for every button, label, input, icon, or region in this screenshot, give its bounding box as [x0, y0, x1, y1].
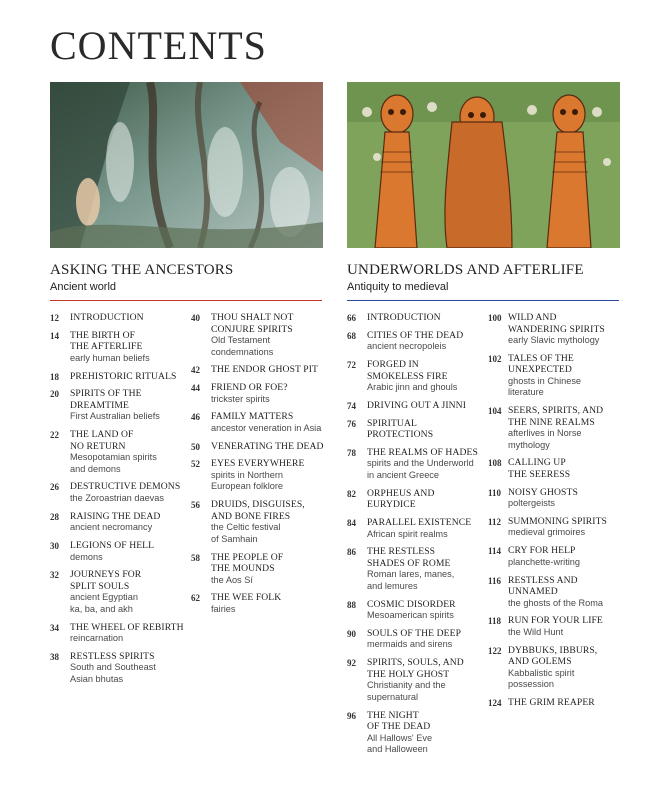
entry-title: THOU SHALT NOT CONJURE SPIRITS: [211, 312, 294, 335]
toc-entry-body: [367, 400, 482, 412]
entry-description: the ghosts of the Roma: [508, 597, 603, 608]
toc-entry-body: [70, 540, 185, 563]
entry-description: the Wild Hunt: [508, 626, 564, 637]
toc-entry[interactable]: [191, 552, 326, 587]
page-number: 46: [191, 412, 200, 423]
toc-entry-body: [367, 628, 482, 651]
toc-entry[interactable]: [347, 447, 482, 482]
toc-entry-body: [70, 312, 185, 324]
entry-title: SEERS, SPIRITS, AND THE NINE REALMS: [508, 405, 604, 428]
toc-entry-body: [367, 657, 482, 703]
page-number: 56: [191, 500, 200, 511]
page-number: 84: [347, 518, 356, 529]
entry-description: early human beliefs: [70, 352, 150, 363]
ancestors-illustration: [50, 82, 323, 248]
entry-title: DYBBUKS, IBBURS, AND GOLEMS: [508, 644, 598, 668]
toc-entry-body: [70, 511, 185, 534]
toc-entry[interactable]: [347, 657, 482, 703]
entry-description: Mesopotamian spirits and demons: [70, 452, 157, 474]
page-number: 44: [191, 383, 200, 394]
section-subtitle-ancestors: Ancient world: [50, 281, 117, 293]
entry-description: South and Southeast Asian bhutas: [70, 662, 156, 684]
entry-title: DRIVING OUT A JINNI: [367, 399, 466, 411]
entry-title: THE ENDOR GHOST PIT: [211, 364, 318, 376]
entry-title: LEGIONS OF HELL: [70, 540, 155, 552]
toc-entry[interactable]: [191, 458, 326, 493]
page-number: 40: [191, 313, 200, 323]
entry-description: Roman lares, manes, and lemures: [367, 569, 455, 591]
page-number: 26: [50, 482, 59, 493]
toc-entry[interactable]: [347, 488, 482, 511]
toc-entry-body: [70, 330, 185, 365]
entry-description: First Australian beliefs: [70, 411, 160, 422]
page-number: 42: [191, 365, 200, 376]
toc-entry[interactable]: [50, 481, 185, 504]
page-number: 104: [488, 406, 502, 417]
entry-description: African spirit realms: [367, 528, 448, 539]
toc-entry[interactable]: [191, 312, 326, 358]
entry-title: PARALLEL EXISTENCE: [367, 517, 472, 529]
section-title-underworlds: UNDERWORLDS AND AFTERLIFE: [347, 262, 584, 278]
page-number: 32: [50, 570, 59, 581]
toc-entry-body: [508, 615, 623, 638]
entry-description: trickster spirits: [211, 393, 270, 404]
toc-entry-body: [367, 447, 482, 482]
entry-title: TALES OF THE UNEXPECTED: [508, 352, 574, 376]
page-number: 30: [50, 541, 59, 552]
entry-title: SPIRITUAL PROTECTIONS: [367, 417, 434, 441]
page-number: 100: [488, 313, 502, 323]
toc-entry-body: [70, 481, 185, 504]
entry-title: WILD AND WANDERING SPIRITS: [508, 312, 605, 335]
page-number: 34: [50, 622, 59, 633]
toc-entry-body: [367, 418, 482, 441]
entry-title: FRIEND OR FOE?: [211, 382, 288, 394]
entry-description: planchette-writing: [508, 556, 581, 567]
toc-entry[interactable]: [488, 457, 623, 480]
entry-title: NOISY GHOSTS: [508, 486, 578, 498]
toc-entry[interactable]: [191, 499, 326, 545]
toc-entry-body: [70, 651, 185, 686]
entry-title: THE NIGHT OF THE DEAD: [367, 709, 431, 733]
entry-description: Mesoamerican spirits: [367, 610, 454, 621]
toc-entry-body: [508, 487, 623, 510]
page-number: 58: [191, 552, 200, 563]
toc-entry-body: [70, 429, 185, 475]
page-number: 50: [191, 441, 200, 452]
toc-entry-body: [508, 312, 623, 347]
page-number: 96: [347, 710, 356, 721]
entry-description: ghosts in Chinese literature: [508, 375, 582, 398]
page-number: 62: [191, 593, 200, 604]
toc-entry-body: [211, 441, 326, 453]
toc-entry-body: [211, 499, 326, 545]
entry-title: VENERATING THE DEAD: [211, 440, 324, 452]
entry-description: the Aos Sí: [211, 574, 253, 585]
page-number: 110: [488, 487, 502, 498]
toc-entry[interactable]: [50, 312, 185, 324]
entry-description: spirits and the Underworld in ancient Greece: [367, 458, 474, 480]
entry-description: Christianity and the supernatural: [367, 680, 446, 702]
entry-title: THE RESTLESS SHADES OF ROME: [367, 546, 451, 569]
entry-description: ancestor veneration in Asia: [211, 422, 322, 433]
entry-description: spirits in Northern European folklore: [211, 469, 284, 492]
entry-title: INTRODUCTION: [70, 312, 144, 323]
entry-description: ancient Egyptian ka, ba, and akh: [70, 592, 138, 614]
toc-entry[interactable]: [347, 599, 482, 622]
toc-entry-body: [70, 388, 185, 423]
entry-title: FAMILY MATTERS: [211, 411, 294, 423]
toc-entry-body: [211, 411, 326, 434]
toc-entry[interactable]: [347, 418, 482, 441]
entry-description: poltergeists: [508, 498, 555, 509]
entry-title: THE GRIM REAPER: [508, 696, 595, 708]
page-number: 92: [347, 658, 356, 669]
page-number: 52: [191, 459, 200, 470]
page-number: 68: [347, 330, 356, 341]
toc-entry-body: [367, 710, 482, 756]
entry-description: early Slavic mythology: [508, 335, 600, 345]
page-number: 102: [488, 353, 502, 364]
toc-entry-body: [367, 330, 482, 353]
entry-title: INTRODUCTION: [367, 312, 441, 323]
section-title-ancestors: ASKING THE ANCESTORS: [50, 262, 234, 278]
entry-title: THE REALMS OF HADES: [367, 446, 478, 458]
entry-title: THE WHEEL OF REBIRTH: [70, 621, 184, 633]
toc-entry[interactable]: [347, 330, 482, 353]
entry-title: CRY FOR HELP: [508, 545, 576, 557]
entry-description: mermaids and sirens: [367, 639, 453, 650]
toc-entry[interactable]: [50, 388, 185, 423]
toc-entry-body: [211, 382, 326, 405]
toc-entry[interactable]: [488, 575, 623, 610]
page-number: 28: [50, 511, 59, 522]
toc-entry-body: [508, 405, 623, 451]
toc-column: [191, 312, 326, 622]
toc-entry[interactable]: [347, 710, 482, 756]
toc-entry-body: [367, 546, 482, 592]
toc-entry-body: [508, 645, 623, 691]
toc-entry-body: [70, 569, 185, 615]
entry-description: demons: [70, 551, 103, 562]
toc-entry[interactable]: [50, 330, 185, 365]
entry-title: THE LAND OF NO RETURN: [70, 429, 134, 452]
toc-entry[interactable]: [191, 364, 326, 376]
page-number: 66: [347, 313, 356, 323]
toc-entry-body: [70, 622, 185, 645]
toc-entry[interactable]: [347, 628, 482, 651]
toc-entry[interactable]: [50, 429, 185, 475]
entry-title: RESTLESS SPIRITS: [70, 650, 155, 662]
entry-description: ancient necropoleis: [367, 341, 447, 352]
toc-entry-body: [508, 457, 623, 480]
toc-entry-body: [367, 599, 482, 622]
toc-entry[interactable]: [191, 382, 326, 405]
toc-entry[interactable]: [488, 353, 623, 399]
toc-entry[interactable]: [488, 516, 623, 539]
entry-title: JOURNEYS FOR SPLIT SOULS: [70, 569, 142, 592]
entry-title: SPIRITS, SOULS, AND THE HOLY GHOST: [367, 657, 464, 680]
toc-column: [50, 312, 185, 692]
toc-entry[interactable]: [488, 312, 623, 347]
section-divider-ancestors: [50, 300, 322, 301]
entry-description: medieval grimoires: [508, 527, 586, 538]
toc-column: [347, 312, 482, 762]
page-number: 108: [488, 458, 502, 469]
page-number: 88: [347, 599, 356, 610]
page-number: 124: [488, 697, 502, 708]
entry-description: Old Testament condemnations: [211, 335, 274, 357]
entry-title: PREHISTORIC RITUALS: [70, 370, 177, 382]
entry-description: the Celtic festival of Samhain: [211, 522, 281, 544]
page-number: 116: [488, 575, 502, 586]
toc-entry[interactable]: [488, 697, 623, 709]
entry-description: Arabic jinn and ghouls: [367, 382, 458, 393]
entry-title: THE PEOPLE OF THE MOUNDS: [211, 551, 284, 575]
toc-entry-body: [211, 458, 326, 493]
toc-entry-body: [508, 697, 623, 709]
page-number: 12: [50, 313, 59, 323]
toc-entry[interactable]: [50, 569, 185, 615]
toc-entry-body: [367, 312, 482, 324]
toc-entry[interactable]: [347, 517, 482, 540]
toc-entry[interactable]: [50, 651, 185, 686]
entry-title: SPIRITS OF THE DREAMTIME: [70, 388, 142, 411]
toc-entry[interactable]: [347, 359, 482, 394]
page-number: 86: [347, 547, 356, 558]
page-title: CONTENTS: [50, 23, 267, 68]
entry-title: CALLING UP THE SEERESS: [508, 457, 571, 480]
entry-title: RUN FOR YOUR LIFE: [508, 615, 603, 627]
toc-entry[interactable]: [191, 441, 326, 453]
toc-entry[interactable]: [488, 545, 623, 568]
toc-column: [488, 312, 623, 715]
entry-description: All Hallows' Eve and Halloween: [367, 732, 433, 755]
toc-entry[interactable]: [488, 405, 623, 451]
entry-description: afterlives in Norse mythology: [508, 428, 582, 450]
page-number: 78: [347, 447, 356, 458]
toc-entry[interactable]: [191, 592, 326, 615]
toc-entry[interactable]: [50, 511, 185, 534]
toc-entry-body: [367, 359, 482, 394]
toc-entry[interactable]: [191, 411, 326, 434]
page-number: 22: [50, 430, 59, 441]
toc-entry[interactable]: [347, 546, 482, 592]
entry-description: the Zoroastrian daevas: [70, 492, 164, 503]
toc-entry-body: [508, 353, 623, 399]
toc-entry-body: [508, 575, 623, 610]
entry-title: RESTLESS AND UNNAMED: [508, 574, 578, 598]
entry-title: FORGED IN SMOKELESS FIRE: [367, 359, 448, 382]
toc-entry-body: [508, 516, 623, 539]
page-number: 76: [347, 418, 356, 429]
page-number: 114: [488, 546, 502, 557]
section-subtitle-underworlds: Antiquity to medieval: [347, 281, 449, 293]
toc-entry-body: [508, 545, 623, 568]
toc-entry-body: [367, 517, 482, 540]
page-number: 38: [50, 651, 59, 662]
page-number: 82: [347, 488, 356, 499]
page-number: 118: [488, 616, 502, 627]
entry-title: EYES EVERYWHERE: [211, 458, 305, 470]
toc-entry[interactable]: [347, 312, 482, 324]
entry-description: reincarnation: [70, 633, 124, 644]
entry-title: RAISING THE DEAD: [70, 510, 161, 522]
page-number: 72: [347, 360, 356, 371]
toc-entry-body: [367, 488, 482, 511]
toc-entry[interactable]: [50, 622, 185, 645]
page-number: 122: [488, 645, 502, 656]
entry-title: SOULS OF THE DEEP: [367, 627, 462, 639]
page-number: 112: [488, 516, 502, 527]
toc-entry-body: [211, 592, 326, 615]
entry-description: fairies: [211, 603, 236, 614]
entry-title: THE WEE FOLK: [211, 592, 282, 604]
toc-entry[interactable]: [50, 540, 185, 563]
entry-title: ORPHEUS AND EURYDICE: [367, 487, 435, 511]
entry-title: CITIES OF THE DEAD: [367, 329, 464, 341]
entry-description: Kabbalistic spirit possession: [508, 667, 575, 690]
toc-entry-body: [211, 364, 326, 376]
toc-entry-body: [70, 371, 185, 383]
entry-title: DESTRUCTIVE DEMONS: [70, 481, 181, 493]
entry-title: SUMMONING SPIRITS: [508, 515, 607, 527]
entry-description: ancient necromancy: [70, 522, 153, 533]
toc-entry[interactable]: [488, 615, 623, 638]
toc-entry[interactable]: [488, 487, 623, 510]
toc-entry-body: [211, 552, 326, 587]
section-divider-underworlds: [347, 300, 619, 301]
entry-title: COSMIC DISORDER: [367, 598, 456, 610]
toc-entry-body: [211, 312, 326, 358]
entry-title: THE BIRTH OF THE AFTERLIFE: [70, 329, 143, 353]
page-number: 74: [347, 400, 356, 411]
page-number: 90: [347, 628, 356, 639]
toc-entry[interactable]: [488, 645, 623, 691]
page-number: 20: [50, 389, 59, 400]
underworld-illustration: [347, 82, 620, 248]
toc-entry[interactable]: [347, 400, 482, 412]
page-number: 18: [50, 371, 59, 382]
toc-entry[interactable]: [50, 371, 185, 383]
entry-title: DRUIDS, DISGUISES, AND BONE FIRES: [211, 499, 305, 522]
page-number: 14: [50, 330, 59, 341]
